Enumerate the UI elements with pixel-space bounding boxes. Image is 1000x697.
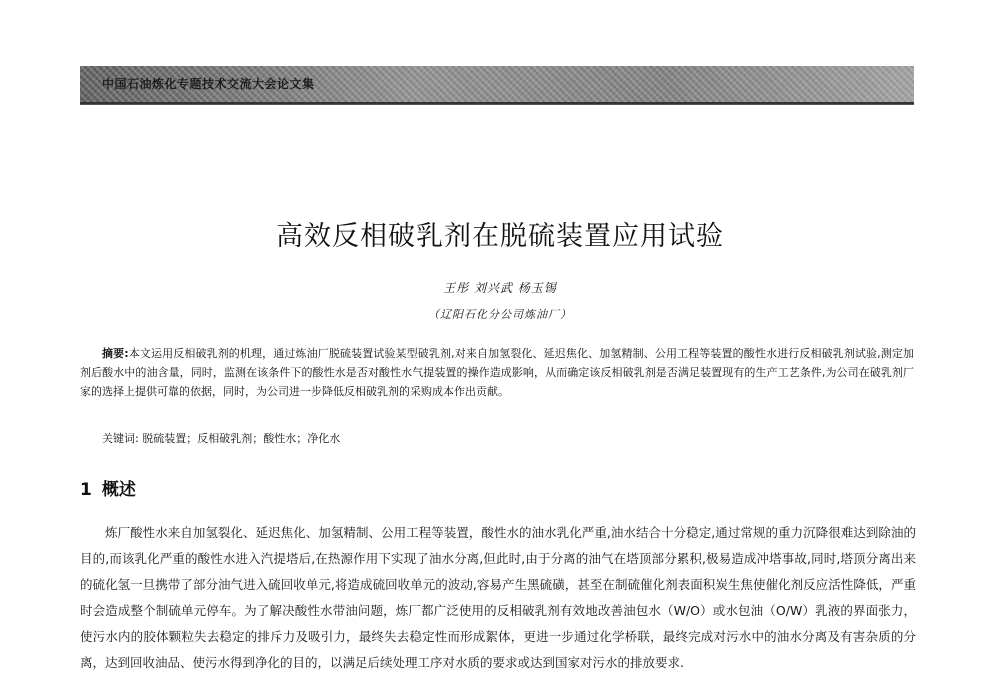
abstract	[80, 344, 914, 401]
affiliation: （辽阳石化分公司炼油厂）	[428, 308, 572, 321]
section-heading	[80, 475, 136, 500]
header-banner	[80, 66, 914, 104]
abstract-text: 本文运用反相破乳剂的机理，通过炼油厂脱硫装置试验某型破乳剂,对来自加氢裂化、延迟焦化、加氢精制、公用工程等装置的酸性水进行反相破乳剂试验,测定加剂后酸水中的油含量，同时，监测在该条件下的酸性水是否对酸性水气提装置的操作造成影响，从而确定该反相破乳剂是否满足装置现有的生产工艺条件,为公司在破乳剂厂家的选择上提供可靠的依据，同时，为公司进一步降低反相破乳剂的采购成本作出贡献。	[80, 347, 914, 398]
banner-text: 中国石油炼化专题技术交流大会论文集	[102, 77, 315, 91]
section-number: 1	[80, 480, 92, 500]
section-paragraph: 炼厂酸性水来自加氢裂化、延迟焦化、加氢精制、公用工程等装置，酸性水的油水乳化严重,油水结合十分稳定,通过常规的重力沉降很难达到除油的目的,而该乳化严重的酸性水进入汽提塔后,在热源作用下实现了油水分离,但此时,由于分离的油气在塔顶部分累积,极易造成冲塔事故,同时,塔顶分离出来的硫化氢一旦携带了部分油气进入硫回收单元,将造成硫回收单元的波动,容易产生黑硫磺，甚至在制硫催化剂表面积炭生焦使催化剂反应活性降低，严重时会造成整个制硫单元停车。为了解决酸性水带油问题，炼厂都广泛使用的反相破乳剂有效地改善油包水（W/O）或水包油（O/W）乳液的界面张力，使污水内的胶体颗粒失去稳定的排斥力及吸引力，最终失去稳定性而形成絮体，更进一步通过化学桥联，最终完成对污水中的油水分离及有害杂质的分离，达到回收油品、使污水得到净化的目的，以满足后续处理工序对水质的要求或达到国家对污水的排放要求.	[80, 525, 916, 670]
authors: 王彤 刘兴武 杨玉锡	[443, 281, 557, 295]
keywords-label: 关键词:	[102, 432, 139, 445]
section-title: 概述	[101, 480, 136, 500]
keywords-text: 脱硫装置；反相破乳剂；酸性水；净化水	[142, 432, 341, 445]
header-rule	[80, 104, 914, 105]
paper-title: 高效反相破乳剂在脱硫装置应用试验	[276, 221, 724, 252]
keywords	[102, 430, 340, 446]
abstract-label: 摘要:	[102, 347, 129, 360]
